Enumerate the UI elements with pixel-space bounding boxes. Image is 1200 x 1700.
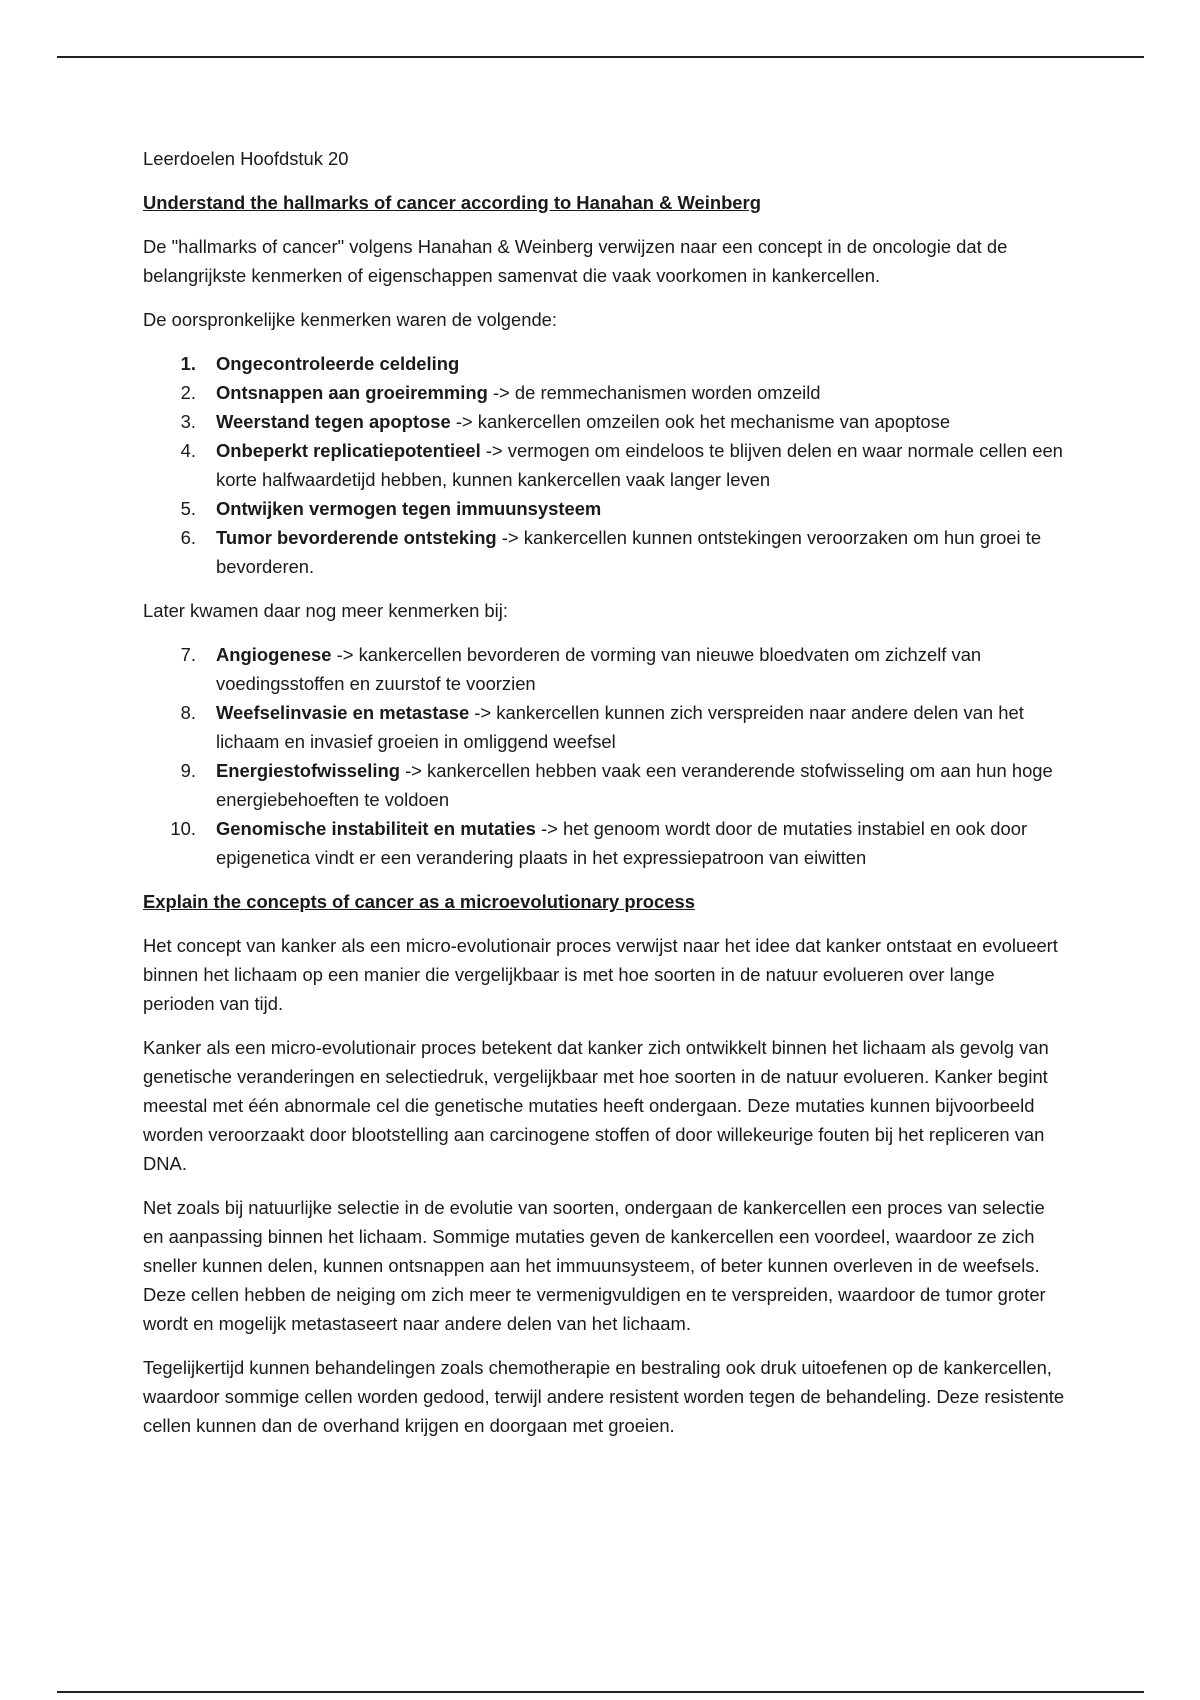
list-item: 10. Genomische instabiliteit en mutaties -> het genoom wordt door de mutaties instabiel en ook door epigenetica vindt er een verandering plaats in het expressiepatroon van eiwitten [170,818,1028,868]
intro-paragraph: De "hallmarks of cancer" volgens Hanahan & Weinberg verwijzen naar een concept in de oncologie dat de belangrijkste kenmerken of eigenschappen samenvat die vaak voorkomen in kankercellen. [143,236,1008,286]
body-paragraph: Het concept van kanker als een micro-evolutionair proces verwijst naar het idee dat kanker ontstaat en evolueert binnen het lichaam op een manier die vergelijkbaar is met hoe soorten in de natuur evolueren over lange perioden van tijd. [143,935,1058,1014]
body-paragraph: Kanker als een micro-evolutionair proces betekent dat kanker zich ontwikkelt binnen het lichaam als gevolg van genetische veranderingen en selectiedruk, vergelijkbaar met hoe soorten in de natuur evolueren. Kanker begint meestal met één abnormale cel die genetische mutaties heeft ondergaan. Deze mutaties kunnen bijvoorbeeld worden veroorzaakt door blootstelling aan carcinogene stoffen of door willekeurige fouten bij het repliceren van DNA. [143,1037,1049,1174]
section-heading-hallmarks: Understand the hallmarks of cancer according to Hanahan & Weinberg [143,192,761,213]
original-list-label: De oorspronkelijke kenmerken waren de volgende: [143,309,558,330]
later-list-label: Later kwamen daar nog meer kenmerken bij: [143,600,508,621]
body-paragraph: Net zoals bij natuurlijke selectie in de evolutie van soorten, ondergaan de kankercellen een proces van selectie en aanpassing binnen het lichaam. Sommige mutaties geven de kankercellen een voordeel, waardoor ze zich sneller kunnen delen, kunnen ontsnappen aan het immuunsysteem, of beter kunnen overleven in de weefsels. Deze cellen hebben de neiging om zich meer te vermenigvuldigen en te verspreiden, waardoor de tumor groter wordt en mogelijk metastaseert naar andere delen van het lichaam. [143,1197,1046,1334]
list-item: 7. Angiogenese -> kankercellen bevorderen de vorming van nieuwe bloedvaten om zichzelf van voedingsstoffen en zuurstof te voorzien [180,644,982,694]
list-item: 6. Tumor bevorderende ontsteking -> kankercellen kunnen ontstekingen veroorzaken om hun groei te bevorderen. [180,527,1042,577]
list-item: 1. Ongecontroleerde celdeling [180,353,460,374]
list-item: 5. Ontwijken vermogen tegen immuunsysteem [180,498,602,519]
list-item: 4. Onbeperkt replicatiepotentieel -> vermogen om eindeloos te blijven delen en waar normale cellen een korte halfwaardetijd hebben, kunnen kankercellen vaak langer leven [180,440,1063,490]
list-item: 3. Weerstand tegen apoptose -> kankercellen omzeilen ook het mechanisme van apoptose [180,411,951,432]
document-title: Leerdoelen Hoofdstuk 20 [143,148,349,169]
original-hallmarks-list [143,349,1068,581]
section-heading-microevolution: Explain the concepts of cancer as a microevolutionary process [143,891,695,912]
list-item: 9. Energiestofwisseling -> kankercellen hebben vaak een veranderende stofwisseling om aan hun hoge energiebehoeften te voldoen [180,760,1053,810]
list-item: 8. Weefselinvasie en metastase -> kankercellen kunnen zich verspreiden naar andere delen van het lichaam en invasief groeien in omliggend weefsel [180,702,1024,752]
list-item: 2. Ontsnappen aan groeiremming -> de remmechanismen worden omzeild [180,382,821,403]
body-paragraph: Tegelijkertijd kunnen behandelingen zoals chemotherapie en bestraling ook druk uitoefenen op de kankercellen, waardoor sommige cellen worden gedood, terwijl andere resistent worden tegen de behandeling. Deze resistente cellen kunnen dan de overhand krijgen en doorgaan met groeien. [143,1357,1065,1436]
header-rule [57,56,1144,58]
later-hallmarks-list [143,640,1068,872]
document-body [143,144,1068,1455]
footer-rule [57,1691,1144,1693]
